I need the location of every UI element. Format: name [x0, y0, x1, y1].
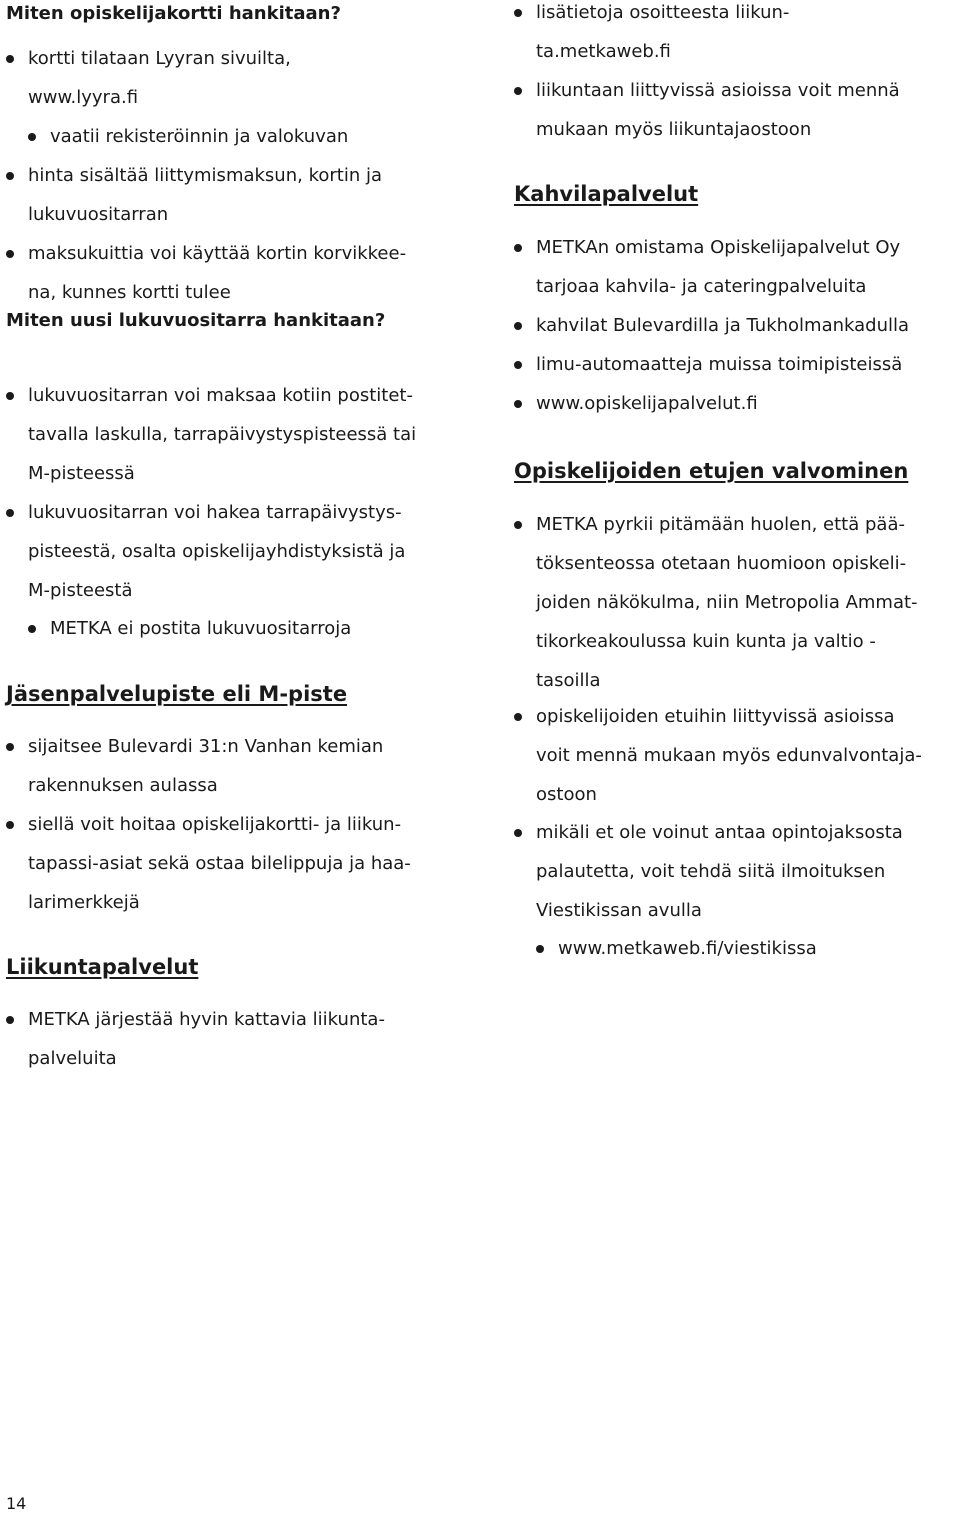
- opiskelijapalvelut-link[interactable]: www.opiskelijapalvelut.fi: [536, 393, 758, 414]
- cafe-item-locations: kahvilat Bulevardilla ja Tukholmankadulla: [514, 306, 909, 345]
- card-item-receipt: maksukuittia voi käyttää kortin korvikkee- na, kunnes kortti tulee: [6, 234, 406, 312]
- bullet-icon: [6, 821, 14, 829]
- card-item-order: kortti tilataan Lyyran sivuilta, www.lyyra.fi: [6, 39, 291, 117]
- bullet-icon: [514, 713, 522, 721]
- bullet-icon: [6, 392, 14, 400]
- page-number: 14: [6, 1494, 27, 1513]
- card-item-registration: vaatii rekisteröinnin ja valokuvan: [28, 117, 348, 156]
- lyyra-link[interactable]: www.lyyra.fi: [28, 87, 139, 108]
- benefits-item-decisions: METKA pyrkii pitämään huolen, että pää- töksenteossa otetaan huomioon opiskeli- joiden näkökulma, niin Metropolia Ammat- tikorkeakoulussa kuin kunta ja valtio - tasoilla: [514, 505, 918, 700]
- bullet-icon: [6, 55, 14, 63]
- mpiste-item-services: siellä voit hoitaa opiskelijakortti- ja liikun- tapassi-asiat sekä ostaa bilelippuja ja haa- larimerkkejä: [6, 805, 411, 922]
- bullet-icon: [28, 133, 36, 141]
- bullet-icon: [536, 945, 544, 953]
- cafe-heading: Kahvilapalvelut: [514, 182, 699, 206]
- bullet-icon: [6, 509, 14, 517]
- viestikissa-link[interactable]: www.metkaweb.fi/viestikissa: [558, 938, 817, 959]
- cafe-item-website: [514, 384, 758, 423]
- bullet-icon: [28, 625, 36, 633]
- bullet-icon: [514, 400, 522, 408]
- sports-item-info: lisätietoja osoitteesta liikun- ta.metkaweb.fi: [514, 0, 789, 71]
- bullet-icon: [6, 743, 14, 751]
- sports-item-offer: METKA järjestää hyvin kattavia liikunta- palveluita: [6, 1000, 385, 1078]
- bullet-icon: [514, 244, 522, 252]
- bullet-icon: [514, 87, 522, 95]
- sticker-item-no-mail: METKA ei postita lukuvuositarroja: [28, 609, 351, 648]
- sticker-item-pay: lukuvuositarran voi maksaa kotiin postitet- tavalla laskulla, tarrapäivystyspisteessä tai M-pisteessä: [6, 376, 416, 493]
- bullet-icon: [514, 829, 522, 837]
- cafe-item-owner: METKAn omistama Opiskelijapalvelut Oy tarjoaa kahvila- ja cateringpalveluita: [514, 228, 900, 306]
- benefits-item-viestikissa: [536, 929, 817, 968]
- bullet-icon: [514, 322, 522, 330]
- metkaweb-sports-link[interactable]: ta.metkaweb.fi: [536, 41, 671, 62]
- sports-heading: Liikuntapalvelut: [6, 955, 199, 979]
- sticker-item-pickup: lukuvuositarran voi hakea tarrapäivystys- pisteestä, osalta opiskelijayhdistyksistä ja M-pisteestä: [6, 493, 405, 610]
- cafe-item-vending: limu-automaatteja muissa toimipisteissä: [514, 345, 902, 384]
- sticker-heading: Miten uusi lukuvuositarra hankitaan?: [6, 310, 386, 331]
- benefits-item-committee: opiskelijoiden etuihin liittyvissä asioissa voit mennä mukaan myös edunvalvontaja- ostoon: [514, 697, 922, 814]
- bullet-icon: [514, 521, 522, 529]
- benefits-item-feedback: mikäli et ole voinut antaa opintojaksosta palautetta, voit tehdä siitä ilmoituksen Viestikissan avulla: [514, 813, 903, 930]
- sports-item-committee: liikuntaan liittyvissä asioissa voit mennä mukaan myös liikuntajaostoon: [514, 71, 900, 149]
- mpiste-item-location: sijaitsee Bulevardi 31:n Vanhan kemian rakennuksen aulassa: [6, 727, 383, 805]
- bullet-icon: [6, 250, 14, 258]
- benefits-heading: Opiskelijoiden etujen valvominen: [514, 459, 909, 483]
- card-item-price: hinta sisältää liittymismaksun, kortin ja lukuvuositarran: [6, 156, 382, 234]
- bullet-icon: [514, 9, 522, 17]
- bullet-icon: [514, 361, 522, 369]
- card-heading: Miten opiskelijakortti hankitaan?: [6, 3, 341, 24]
- bullet-icon: [6, 172, 14, 180]
- bullet-icon: [6, 1016, 14, 1024]
- mpiste-heading: Jäsenpalvelupiste eli M-piste: [6, 682, 348, 706]
